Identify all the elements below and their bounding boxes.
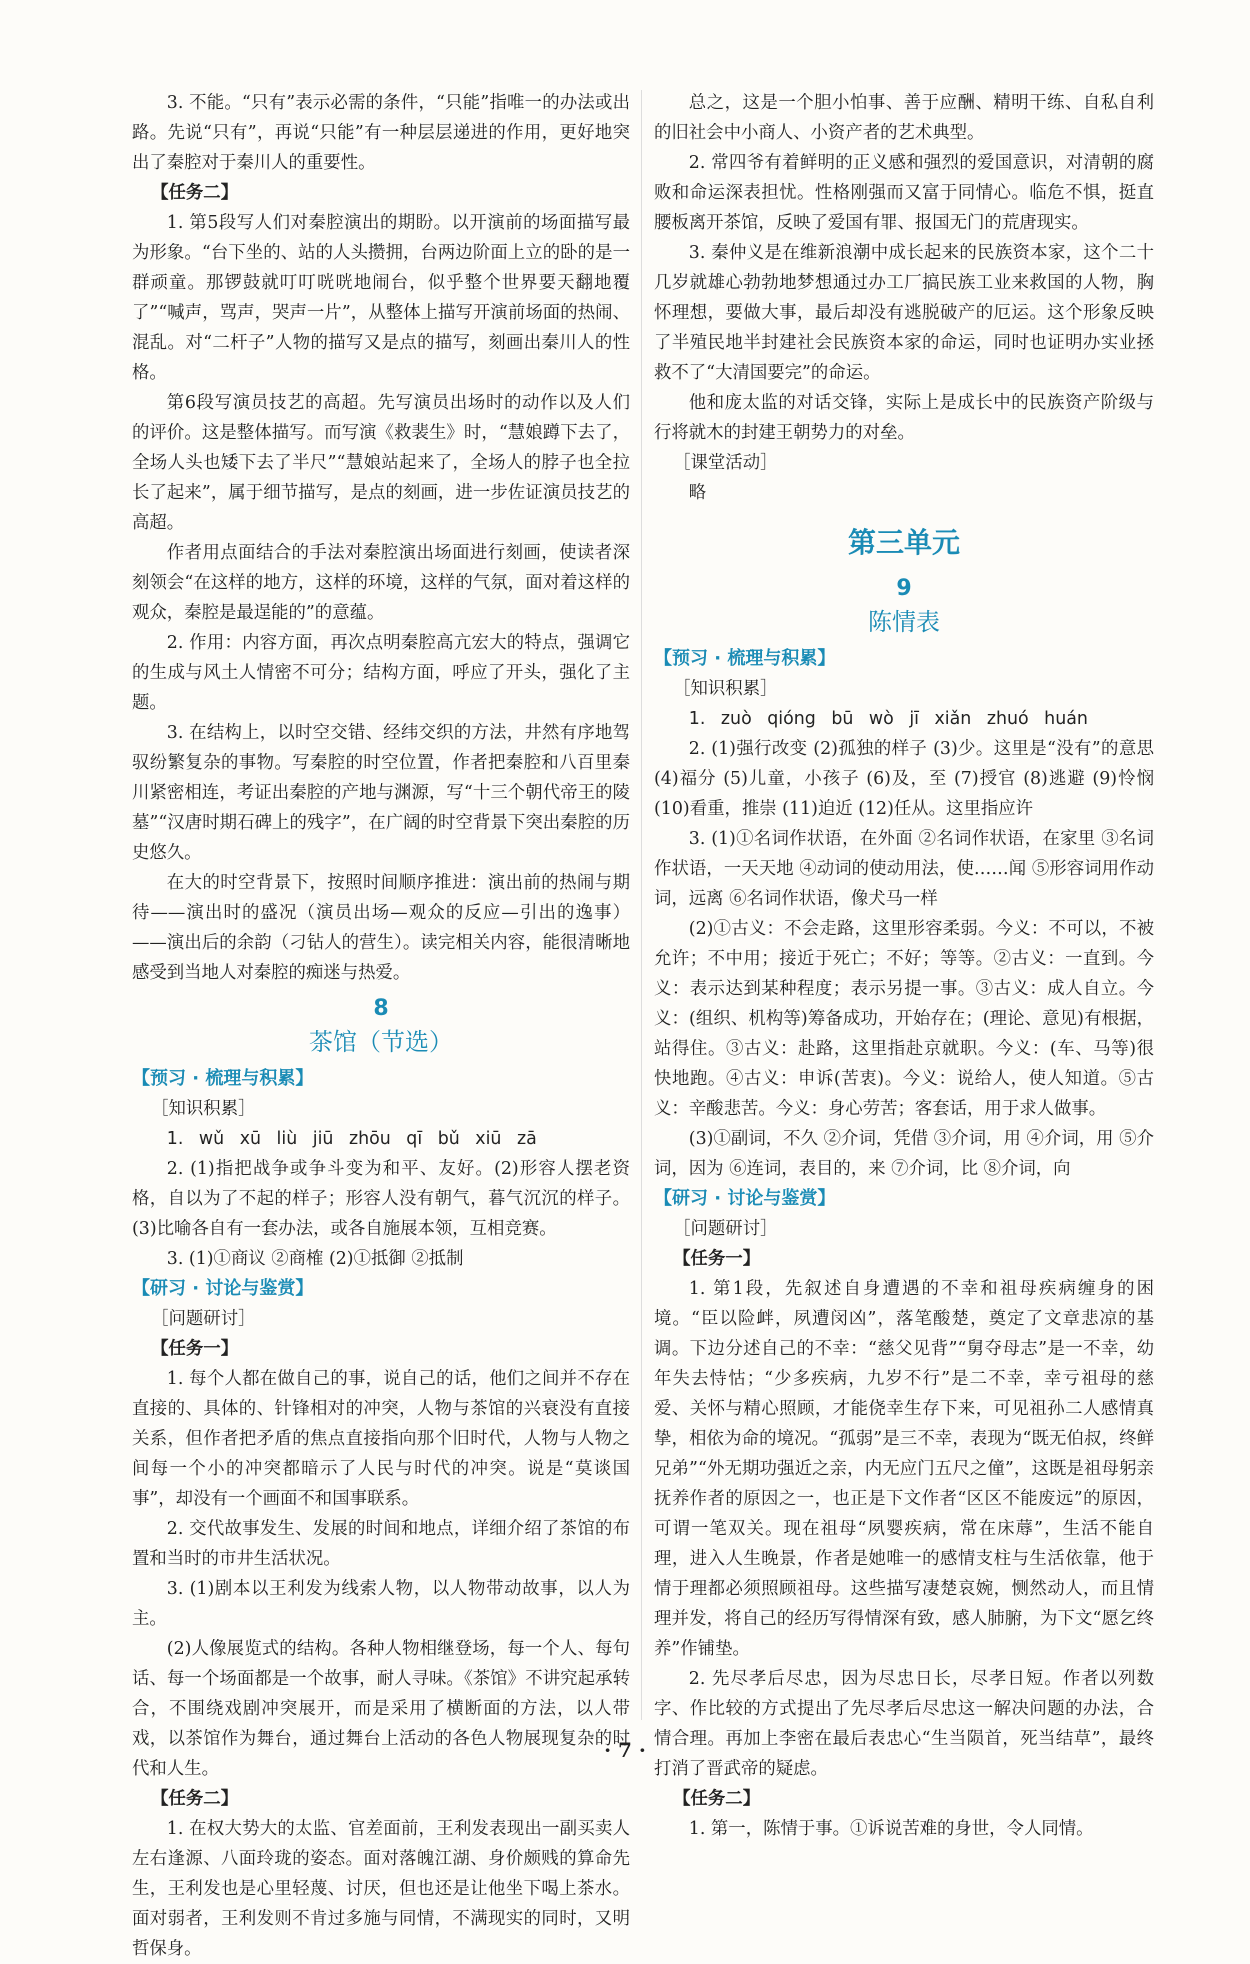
lesson-title: 茶馆（节选） (309, 1028, 453, 1056)
paragraph: 2. 先尽孝后尽忠，因为尽忠日长，尽孝日短。作者以列数字、作比较的方式提出了先尽孝后尽忠这一解决问题的办法，合情合理。再加上李密在最后表忠心“生当陨首，死当结草”，最终打消了晋武帝的疑虑。 (654, 1669, 1154, 1779)
section-heading: 【研习 · 讨论与鉴赏】 (654, 1188, 836, 1209)
paragraph: (2)人像展览式的结构。各种人物相继登场，每一个人、每句话、每一个场面都是一个故事，耐人寻味。《茶馆》不讲究起承转合，不围绕戏剧冲突展开，而是采用了横断面的方法，以人带戏，以茶馆作为舞台，通过舞台上活动的各色人物展现复杂的时代和人生。 (132, 1639, 630, 1779)
paragraph: 1. 每个人都在做自己的事，说自己的话，他们之间并不存在直接的、具体的、针锋相对的冲突，人物与茶馆的兴衰没有直接关系，但作者把矛盾的焦点直接指向那个旧时代，人物与人物之间每一个小的冲突都暗示了人民与时代的冲突。说是“莫谈国事”，却没有一个画面不和国事联系。 (132, 1369, 630, 1509)
task-heading: 【任务二】 (151, 1789, 239, 1809)
subsection-heading: ［课堂活动］ (673, 453, 778, 473)
unit-title: 第三单元 (847, 526, 960, 559)
paragraph: 1. 第1段，先叙述自身遭遇的不幸和祖母疾病缠身的困境。“臣以险衅，夙遭闵凶”，落笔酸楚，奠定了文章悲凉的基调。下边分述自己的不幸：“慈父见背”“舅夺母志”是一不幸，幼年失去恃怙；“少多疾病，九岁不行”是二不幸，幸亏祖母的慈爱、关怀与精心照顾，才能侥幸生存下来，可见祖孙二人感情真挚，相依为命的境况。“孤弱”是三不幸，表现为“既无伯叔，终鲜兄弟”“外无期功强近之亲，内无应门五尺之僮”，这既是祖母躬亲抚养作者的原因之一，也正是下文作者“区区不能废远”的原因，可谓一笔双关。现在祖母“夙婴疾病，常在床蓐”，生活不能自理，进入人生晚景，作者是她唯一的感情支柱与生活依靠，他于情于理都必须照顾祖母。这些描写凄楚哀婉，恻然动人，而且情理并发，将自己的经历写得情深有致，感人肺腑，为下文“愿乞终养”作铺垫。 (654, 1279, 1154, 1659)
lesson-title: 陈情表 (868, 608, 940, 636)
subsection-heading: ［问题研讨］ (151, 1309, 256, 1329)
left-column (132, 88, 630, 1964)
paragraph: 3. 不能。“只有”表示必需的条件，“只能”指唯一的办法或出路。先说“只有”，再说“只能”有一种层层递进的作用，更好地突出了秦腔对于秦川人的重要性。 (132, 93, 630, 173)
task-heading: 【任务一】 (151, 1339, 239, 1359)
task-heading: 【任务一】 (673, 1249, 761, 1269)
section-heading: 【预习 · 梳理与积累】 (654, 648, 836, 669)
task-heading: 【任务二】 (673, 1789, 761, 1809)
right-column (654, 88, 1154, 1844)
subsection-heading: ［问题研讨］ (673, 1219, 778, 1239)
task-heading: 【任务二】 (151, 183, 239, 203)
column-divider (641, 90, 642, 1720)
section-heading: 【预习 · 梳理与积累】 (132, 1068, 314, 1089)
paragraph: (3)①副词，不久 ②介词，凭借 ③介词，用 ④介词，用 ⑤介词，因为 ⑥连词，表目的，来 ⑦介词，比 ⑧介词，向 (654, 1129, 1154, 1179)
paragraph: 3. (1)①商议 ②商榷 (2)①抵御 ②抵制 (166, 1249, 464, 1269)
paragraph: 他和庞太监的对话交锋，实际上是成长中的民族资产阶级与行将就木的封建王朝势力的对垒。 (654, 393, 1154, 443)
paragraph: 3. 在结构上，以时空交错、经纬交织的方法，井然有序地驾驭纷繁复杂的事物。写秦腔的时空位置，作者把秦腔和八百里秦川紧密相连，考证出秦腔的产地与渊源，写“十三个朝代帝王的陵墓”“汉唐时期石碑上的残字”，在广阔的时空背景下突出秦腔的历史悠久。 (132, 723, 630, 863)
paragraph: 在大的时空背景下，按照时间顺序推进：演出前的热闹与期待——演出时的盛况（演员出场—观众的反应—引出的逸事）——演出后的余韵（刁钻人的营生）。读完相关内容，能很清晰地感受到当地人对秦腔的痴迷与热爱。 (132, 873, 630, 983)
paragraph: 1. 第一，陈情于事。①诉说苦难的身世，令人同情。 (688, 1819, 1094, 1839)
paragraph: (2)①古义：不会走路，这里形容柔弱。今义：不可以，不被允许；不中用；接近于死亡；不好；等等。②古义：一直到。今义：表示达到某种程度；表示另提一事。③古义：成人自立。今义：(组织、机构等)筹备成功，开始存在；(理论、意见)有根据，站得住。③古义：赴路，这里指赴京就职。今义：(车、马等)很快地跑。④古义：申诉(苦衷)。今义：说给人，使人知道。⑤古义：辛酸悲苦。今义：身心劳苦；客套话，用于求人做事。 (654, 919, 1154, 1119)
paragraph: 3. (1)①名词作状语，在外面 ②名词作状语，在家里 ③名词作状语，一天天地 ④动词的使动用法，使……闻 ⑤形容词用作动词，远离 ⑥名词作状语，像犬马一样 (654, 829, 1154, 909)
paragraph: 第6段写演员技艺的高超。先写演员出场时的动作以及人们的评价。这是整体描写。而写演《救裴生》时，“慧娘蹲下去了，全场人头也矮下去了半尺”“慧娘站起来了，全场人的脖子也全拉长了起来”，属于细节描写，是点的刻画，进一步佐证演员技艺的高超。 (132, 393, 630, 533)
lesson-number: 8 (373, 996, 389, 1021)
pinyin-line: 1. zuò qióng bū wò jī xiǎn zhuó huán (688, 709, 1088, 729)
paragraph: 略 (688, 483, 707, 503)
paragraph: 总之，这是一个胆小怕事、善于应酬、精明干练、自私自利的旧社会中小商人、小资产者的艺术典型。 (654, 93, 1154, 143)
paragraph: 3. (1)剧本以王利发为线索人物，以人物带动故事，以人为主。 (132, 1579, 630, 1629)
subsection-heading: ［知识积累］ (151, 1099, 256, 1119)
lesson-number: 9 (896, 576, 912, 601)
pinyin-line: 1. wǔ xū liù jiū zhōu qī bǔ xiū zā (166, 1129, 537, 1149)
paragraph: 2. 交代故事发生、发展的时间和地点，详细介绍了茶馆的布置和当时的市井生活状况。 (132, 1519, 630, 1569)
paragraph: 2. 作用：内容方面，再次点明秦腔高亢宏大的特点，强调它的生成与风土人情密不可分；结构方面，呼应了开头，强化了主题。 (132, 633, 630, 713)
page-number: · 7 · (604, 1738, 646, 1762)
paragraph: 3. 秦仲义是在维新浪潮中成长起来的民族资本家，这个二十几岁就雄心勃勃地梦想通过办工厂搞民族工业来救国的人物，胸怀理想，要做大事，最后却没有逃脱破产的厄运。这个形象反映了半殖民地半封建社会民族资本家的命运，同时也证明办实业拯救不了“大清国要完”的命运。 (654, 243, 1154, 383)
section-heading: 【研习 · 讨论与鉴赏】 (132, 1278, 314, 1299)
subsection-heading: ［知识积累］ (673, 679, 778, 699)
paragraph: 1. 在权大势大的太监、官差面前，王利发表现出一副买卖人左右逢源、八面玲珑的姿态。面对落魄江湖、身价颇贱的算命先生，王利发也是心里轻蔑、讨厌，但也还是让他坐下喝上茶水。面对弱者，王利发则不肯过多施与同情，不满现实的同时，又明哲保身。 (132, 1819, 630, 1959)
paragraph: 2. (1)强行改变 (2)孤独的样子 (3)少。这里是“没有”的意思 (4)福分 (5)儿童，小孩子 (6)及，至 (7)授官 (8)逃避 (9)怜悯 (10)看重，推崇 (11)迫近 (12)任从。这里指应许 (654, 739, 1154, 819)
paragraph: 1. 第5段写人们对秦腔演出的期盼。以开演前的场面描写最为形象。“台下坐的、站的人头攒拥，台两边阶面上立的卧的是一群顽童。那锣鼓就叮叮咣咣地闹台，似乎整个世界要天翻地覆了”“喊声，骂声，哭声一片”，从整体上描写开演前场面的热闹、混乱。对“二杆子”人物的描写又是点的描写，刻画出秦川人的性格。 (132, 213, 630, 383)
paragraph: 2. (1)指把战争或争斗变为和平、友好。(2)形容人摆老资格，自以为了不起的样子；形容人没有朝气，暮气沉沉的样子。(3)比喻各自有一套办法，或各自施展本领，互相竞赛。 (132, 1159, 630, 1239)
paragraph: 作者用点面结合的手法对秦腔演出场面进行刻画，使读者深刻领会“在这样的地方，这样的环境，这样的气氛，面对着这样的观众，秦腔是最逞能的”的意蕴。 (132, 543, 630, 623)
paragraph: 2. 常四爷有着鲜明的正义感和强烈的爱国意识，对清朝的腐败和命运深表担忧。性格刚强而又富于同情心。临危不惧，挺直腰板离开茶馆，反映了爱国有罪、报国无门的荒唐现实。 (654, 153, 1154, 233)
